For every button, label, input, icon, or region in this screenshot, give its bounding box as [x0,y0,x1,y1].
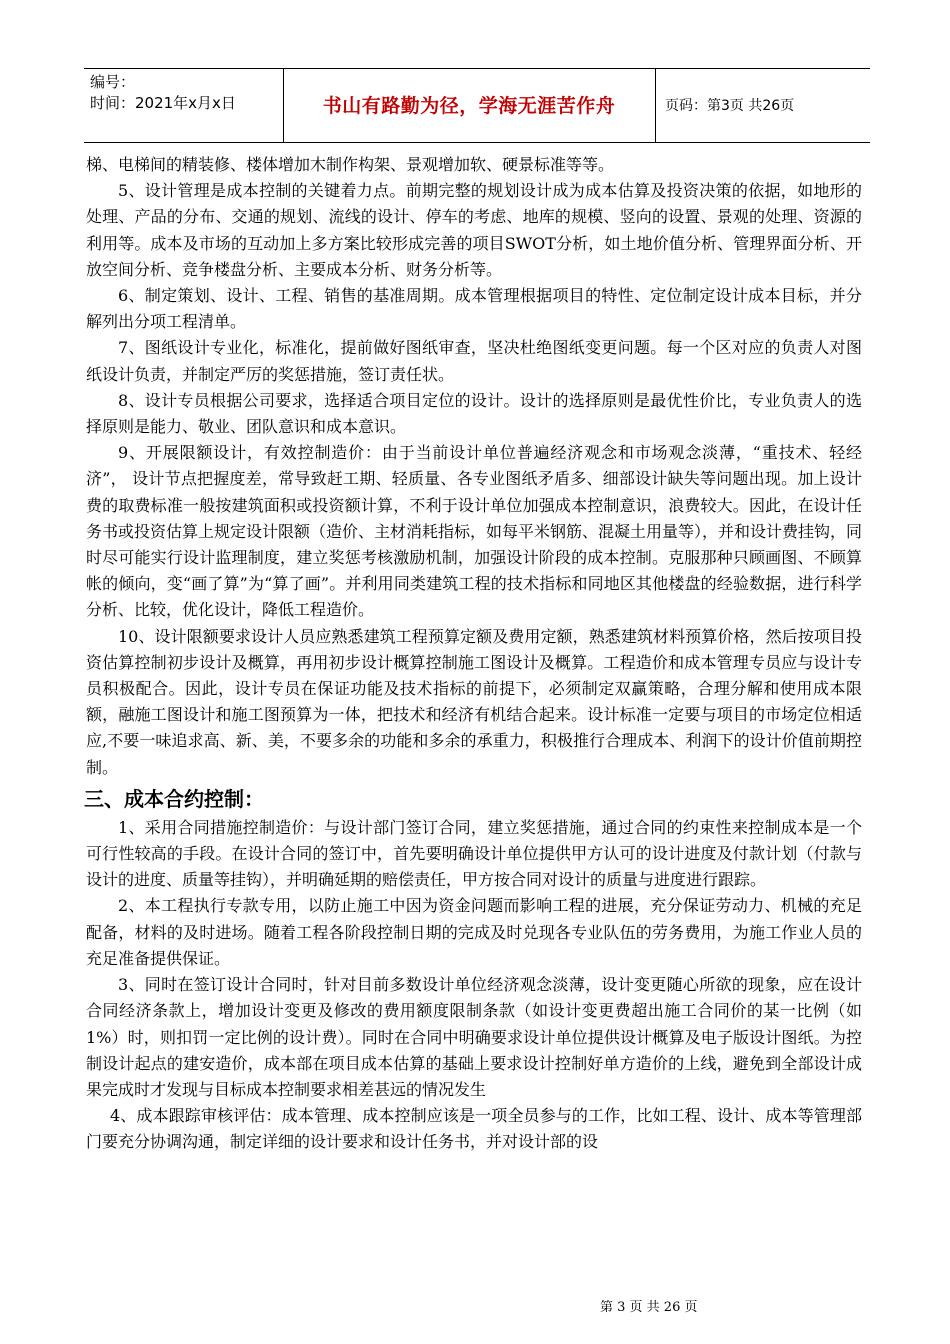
page-header [84,68,870,143]
paragraph: 3、同时在签订设计合同时，针对目前多数设计单位经济观念淡薄，设计变更随心所欲的现象，应在设计合同经济条款上，增加设计变更及修改的费用额度限制条款（如设计变更费超出施工合同价的某一比例（如1%）时，则扣罚一定比例的设计费）。同时在合同中明确要求设计单位提供设计概算及电子版设计图纸。为控制设计起点的建安造价，成本部在项目成本估算的基础上要求设计控制好单方造价的上线，避免到全部设计成果完成时才发现与目标成本控制要求相差甚远的情况发生 [86,975,862,1099]
paragraph: 1、采用合同措施控制造价：与设计部门签订合同，建立奖惩措施，通过合同的约束性来控制成本是一个可行性较高的手段。在设计合同的签订中，首先要明确设计单位提供甲方认可的设计进度及付款计划（付款与设计的进度、质量等挂钩），并明确延期的赔偿责任，甲方按合同对设计的质量与进度进行跟踪。 [86,817,862,890]
header-divider [655,69,656,142]
paragraph: 4、成本跟踪审核评估：成本管理、成本控制应该是一项全员参与的工作，比如工程、设计、成本等管理部门要充分协调沟通，制定详细的设计要求和设计任务书，并对设计部的设 [86,1106,862,1152]
header-time-label: 时间：2021年x月x日 [90,94,236,112]
paragraph: 7、图纸设计专业化，标准化，提前做好图纸审查，坚决杜绝图纸变更问题。每一个区对应的负责人对图纸设计负责，并制定严厉的奖惩措施，签订责任状。 [86,338,862,384]
document-body [86,152,862,1156]
paragraph: 9、开展限额设计，有效控制造价：由于当前设计单位普遍经济观念和市场观念淡薄，“重技术、轻经济”， 设计节点把握度差，常导致赶工期、轻质量、各专业图纸矛盾多、细部设计缺失等问题出现。加上设计费的取费标准一般按建筑面积或投资额计算，不利于设计单位加强成本控制意识，浪费较大。因此，在设计任务书或投资估算上规定设计限额（造价、主材消耗指标，如每平米钢筋、混凝土用量等），并和设计费挂钩，同时尽可能实行设计监理制度，建立奖惩考核激励机制，加强设计阶段的成本控制。克服那种只顾画图、不顾算帐的倾向，变“画了算”为“算了画”。并利用同类建筑工程的技术指标和同地区其他楼盘的经验数据，进行科学分析、比较，优化设计，降低工程造价。 [86,443,863,620]
header-number-label: 编号： [90,73,136,91]
paragraph: 2、本工程执行专款专用，以防止施工中因为资金问题而影响工程的进展，充分保证劳动力、机械的充足配备，材料的及时进场。随着工程各阶段控制日期的完成及时兑现各专业队伍的劳务费用，为施工作业人员的充足准备提供保证。 [86,896,862,968]
paragraph: 8、设计专员根据公司要求，选择适合项目定位的设计。设计的选择原则是最优性价比，专业负责人的选择原则是能力、敬业、团队意识和成本意识。 [86,390,862,437]
header-page-info: 页码：第3页 共26页 [665,98,795,114]
section-heading: 三、成本合约控制： [84,786,264,811]
header-meta [90,72,280,114]
page-footer: 第 3 页 共 26 页 [600,1300,698,1315]
paragraph: 6、制定策划、设计、工程、销售的基准周期。成本管理根据项目的特性、定位制定设计成本目标，并分解列出分项工程清单。 [86,286,862,332]
paragraph: 10、设计限额要求设计人员应熟悉建筑工程预算定额及费用定额，熟悉建筑材料预算价格，然后按项目投资估算控制初步设计及概算，再用初步设计概算控制施工图设计及概算。工程造价和成本管理专员应与设计专员积极配合。因此，设计专员在保证功能及技术指标的前提下，必须制定双赢策略，合理分解和使用成本限额，融施工图设计和施工图预算为一体，把技术和经济有机结合起来。设计标准一定要与项目的市场定位相适应,不要一味追求高、新、美，不要多余的功能和多余的承重力，积极推行合理成本、利润下的设计价值前期控制。 [86,626,862,777]
paragraph: 5、设计管理是成本控制的关键着力点。前期完整的规划设计成为成本估算及投资决策的依据，如地形的处理、产品的分布、交通的规划、流线的设计、停车的考虑、地库的规模、竖向的设置、景观的处理、资源的利用等。成本及市场的互动加上多方案比较形成完善的项目SWOT分析，如土地价值分析、管理界面分析、开放空间分析、竞争楼盘分析、主要成本分析、财务分析等。 [86,181,862,279]
header-motto: 书山有路勤为径，学海无涯苦作舟 [322,95,616,117]
paragraph: 梯、电梯间的精装修、楼体增加木制作构架、景观增加软、硬景标准等等。 [86,155,615,174]
